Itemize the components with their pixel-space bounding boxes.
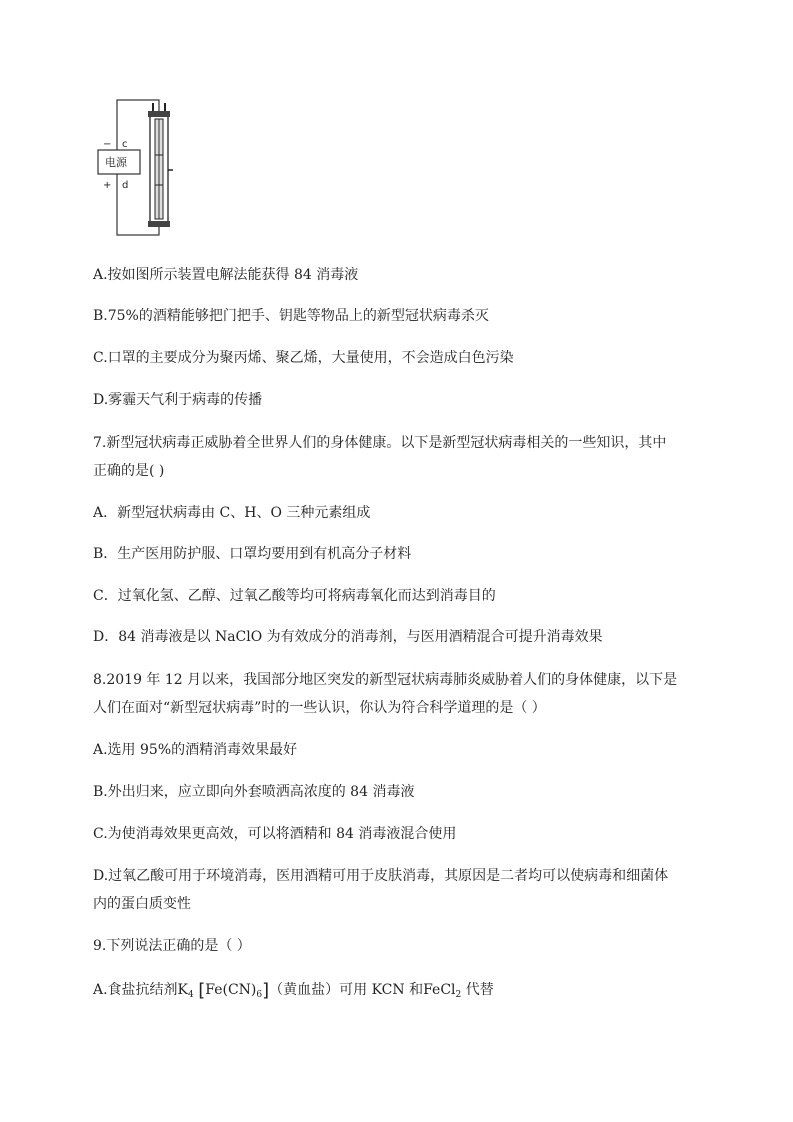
tube-cap-top xyxy=(148,111,170,117)
electrode-d-label: d xyxy=(122,180,129,191)
electrolysis-apparatus-figure xyxy=(95,95,185,240)
option-7b: B．生产医用防护服、口罩均要用到有机高分子材料 xyxy=(93,546,412,562)
electrode-c-label: c xyxy=(122,139,128,150)
option-7c: C．过氧化氢、乙醇、过氧乙酸等均可将病毒氧化而达到消毒目的 xyxy=(93,588,496,604)
question-8-line-1: 8.2019 年 12 月以来，我国部分地区突发的新型冠状病毒肺炎威胁着人们的身体健康，以下是 xyxy=(93,672,678,688)
cl-subscript: 2 xyxy=(455,990,462,1000)
power-source-label: 电源 xyxy=(105,156,127,169)
question-7-line-2: 正确的是( ) xyxy=(93,463,165,479)
option-8d-line-1: D.过氧乙酸可用于环境消毒，医用酒精可用于皮肤消毒，其原因是二者均可以使病毒和细菌体 xyxy=(93,868,669,884)
tube-cap-bottom xyxy=(148,221,170,227)
option-9a-middle: （黄血盐）可用 KCN 和FeCl xyxy=(269,982,456,998)
option-8a: A.选用 95%的酒精消毒效果最好 xyxy=(93,742,298,758)
option-9a xyxy=(93,980,494,1005)
option-8c: C.为使消毒效果更高效，可以将酒精和 84 消毒液混合使用 xyxy=(93,826,457,842)
question-7-line-1: 7.新型冠状病毒正威胁着全世界人们的身体健康。以下是新型冠状病毒相关的一些知识，其中 xyxy=(93,435,667,451)
bracket-open: [ xyxy=(198,980,206,1001)
bracket-close: ] xyxy=(262,980,270,1001)
option-9a-suffix: 代替 xyxy=(461,982,494,998)
option-8b: B.外出归来，应立即向外套喷洒高浓度的 84 消毒液 xyxy=(93,784,415,800)
option-6a: A.按如图所示装置电解法能获得 84 消毒液 xyxy=(93,267,359,283)
k-subscript: 4 xyxy=(188,990,194,1000)
option-6b: B.75%的酒精能够把门把手、钥匙等物品上的新型冠状病毒杀灭 xyxy=(93,308,489,324)
option-6d: D.雾霾天气利于病毒的传播 xyxy=(93,392,263,408)
option-8d-line-2: 内的蛋白质变性 xyxy=(93,896,191,912)
option-6c: C.口罩的主要成分为聚丙烯、聚乙烯，大量使用，不会造成白色污染 xyxy=(93,350,514,366)
question-9: 9.下列说法正确的是（ ） xyxy=(93,938,251,954)
question-8-line-2: 人们在面对“新型冠状病毒”时的一些认识，你认为符合科学道理的是（ ） xyxy=(93,700,546,716)
minus-sign: − xyxy=(103,139,112,150)
fe-cn-formula: Fe(CN) xyxy=(205,982,257,998)
cn-subscript: 6 xyxy=(256,990,263,1000)
option-7d: D．84 消毒液是以 NaClO 为有效成分的消毒剂，与医用酒精混合可提升消毒效果 xyxy=(93,629,603,645)
option-9a-prefix: A.食盐抗结剂K xyxy=(93,982,189,998)
plus-sign: + xyxy=(103,180,112,191)
option-7a: A．新型冠状病毒由 C、H、O 三种元素组成 xyxy=(93,505,371,521)
